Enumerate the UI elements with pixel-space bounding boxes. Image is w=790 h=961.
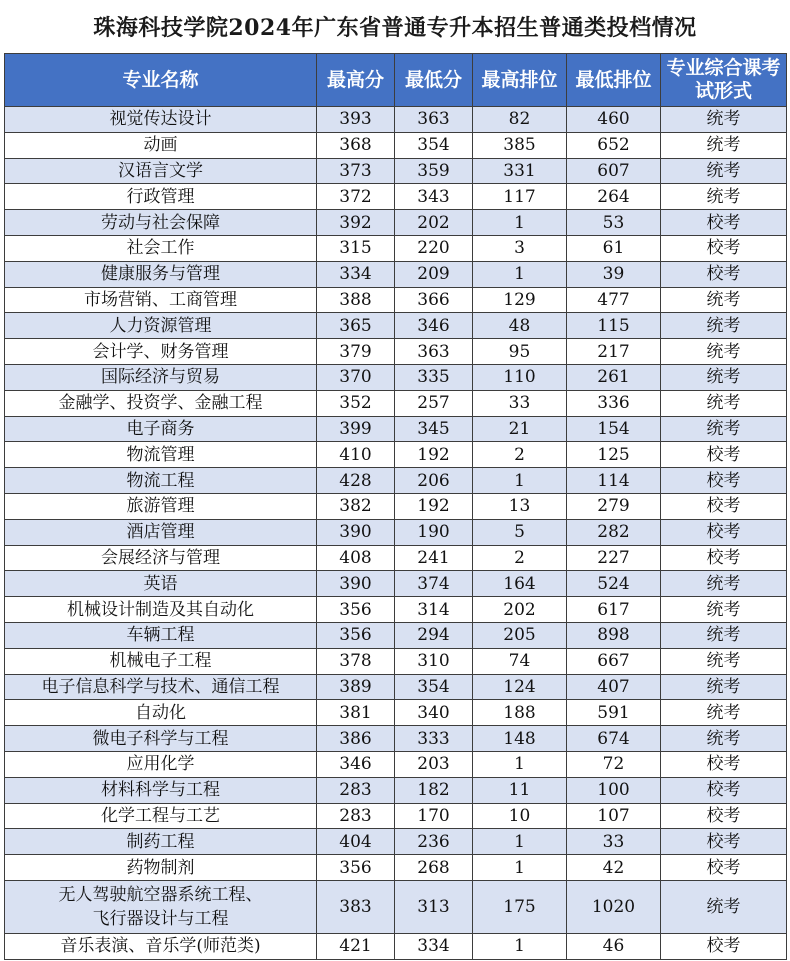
cell-max-rank: 124: [473, 674, 567, 700]
cell-min-rank: 227: [567, 545, 661, 571]
cell-min-score: 268: [395, 855, 473, 881]
table-row: [5, 364, 787, 390]
cell-min-score: 354: [395, 132, 473, 158]
cell-min-score: 182: [395, 777, 473, 803]
cell-major: 会计学、财务管理: [5, 339, 317, 365]
cell-min-score: 346: [395, 313, 473, 339]
cell-major: [5, 880, 317, 933]
cell-exam-form: 统考: [661, 726, 787, 752]
table-row: [5, 442, 787, 468]
table-row: [5, 210, 787, 236]
cell-max-rank: 117: [473, 184, 567, 210]
cell-min-rank: 607: [567, 158, 661, 184]
cell-min-score: 203: [395, 751, 473, 777]
table-row: [5, 674, 787, 700]
cell-min-rank: 217: [567, 339, 661, 365]
cell-min-rank: 477: [567, 287, 661, 313]
cell-min-score: 374: [395, 571, 473, 597]
cell-max-score: 315: [317, 235, 395, 261]
cell-max-rank: 1: [473, 829, 567, 855]
cell-exam-form: 统考: [661, 107, 787, 133]
cell-max-score: 373: [317, 158, 395, 184]
header-major: 专业名称: [5, 54, 317, 107]
cell-min-rank: 898: [567, 622, 661, 648]
cell-min-score: 310: [395, 648, 473, 674]
table-row: [5, 468, 787, 494]
cell-min-score: 241: [395, 545, 473, 571]
cell-max-score: 404: [317, 829, 395, 855]
table-row: [5, 803, 787, 829]
cell-min-rank: 53: [567, 210, 661, 236]
cell-max-score: 352: [317, 390, 395, 416]
cell-major: 应用化学: [5, 751, 317, 777]
cell-min-rank: 1020: [567, 880, 661, 933]
cell-exam-form: 统考: [661, 674, 787, 700]
cell-max-rank: 33: [473, 390, 567, 416]
cell-min-score: 340: [395, 700, 473, 726]
table-row: [5, 829, 787, 855]
cell-max-rank: 2: [473, 545, 567, 571]
cell-exam-form: 统考: [661, 648, 787, 674]
cell-min-score: 190: [395, 519, 473, 545]
cell-max-rank: 82: [473, 107, 567, 133]
cell-exam-form: 校考: [661, 933, 787, 959]
cell-min-rank: 115: [567, 313, 661, 339]
header-max-score: 最高分: [317, 54, 395, 107]
cell-exam-form: 校考: [661, 468, 787, 494]
cell-max-score: 372: [317, 184, 395, 210]
header-max-rank: 最高排位: [473, 54, 567, 107]
cell-min-score: 366: [395, 287, 473, 313]
cell-major: 国际经济与贸易: [5, 364, 317, 390]
cell-major: 汉语言文学: [5, 158, 317, 184]
cell-max-rank: 175: [473, 880, 567, 933]
cell-exam-form: 校考: [661, 235, 787, 261]
cell-max-score: 382: [317, 493, 395, 519]
cell-min-score: 192: [395, 493, 473, 519]
cell-min-score: 314: [395, 597, 473, 623]
cell-major: 物流管理: [5, 442, 317, 468]
cell-major: 音乐表演、音乐学(师范类): [5, 933, 317, 959]
cell-exam-form: 校考: [661, 829, 787, 855]
cell-min-rank: 261: [567, 364, 661, 390]
cell-exam-form: 校考: [661, 442, 787, 468]
cell-min-rank: 336: [567, 390, 661, 416]
cell-major: 英语: [5, 571, 317, 597]
cell-min-rank: 42: [567, 855, 661, 881]
cell-min-rank: 407: [567, 674, 661, 700]
cell-min-score: 236: [395, 829, 473, 855]
cell-min-rank: 282: [567, 519, 661, 545]
cell-major-line: 无人驾驶航空器系统工程、: [58, 884, 263, 905]
cell-max-rank: 1: [473, 751, 567, 777]
table-row: [5, 571, 787, 597]
cell-max-rank: 1: [473, 210, 567, 236]
cell-major: 电子商务: [5, 416, 317, 442]
cell-min-score: 170: [395, 803, 473, 829]
cell-min-rank: 617: [567, 597, 661, 623]
cell-max-score: 365: [317, 313, 395, 339]
cell-exam-form: 统考: [661, 364, 787, 390]
cell-max-rank: 2: [473, 442, 567, 468]
cell-major: 车辆工程: [5, 622, 317, 648]
cell-min-score: 220: [395, 235, 473, 261]
header-exam-form: 专业综合课考试形式: [661, 54, 787, 107]
cell-exam-form: 校考: [661, 855, 787, 881]
table-row: [5, 726, 787, 752]
cell-max-score: 390: [317, 519, 395, 545]
cell-min-score: 192: [395, 442, 473, 468]
table-row: [5, 313, 787, 339]
cell-max-rank: 1: [473, 933, 567, 959]
cell-max-rank: 5: [473, 519, 567, 545]
cell-exam-form: 统考: [661, 184, 787, 210]
cell-max-rank: 1: [473, 261, 567, 287]
cell-exam-form: 校考: [661, 493, 787, 519]
cell-max-rank: 205: [473, 622, 567, 648]
cell-major: 自动化: [5, 700, 317, 726]
cell-min-rank: 107: [567, 803, 661, 829]
cell-exam-form: 校考: [661, 261, 787, 287]
cell-min-score: 313: [395, 880, 473, 933]
cell-exam-form: 统考: [661, 313, 787, 339]
cell-max-score: 368: [317, 132, 395, 158]
cell-min-rank: 264: [567, 184, 661, 210]
cell-max-rank: 74: [473, 648, 567, 674]
cell-max-rank: 3: [473, 235, 567, 261]
table-row: [5, 184, 787, 210]
cell-max-score: 381: [317, 700, 395, 726]
cell-major: 微电子科学与工程: [5, 726, 317, 752]
cell-min-rank: 114: [567, 468, 661, 494]
table-row: [5, 880, 787, 933]
table-row: [5, 339, 787, 365]
cell-max-score: 383: [317, 880, 395, 933]
cell-min-rank: 279: [567, 493, 661, 519]
cell-exam-form: 统考: [661, 622, 787, 648]
cell-max-score: 393: [317, 107, 395, 133]
cell-max-rank: 1: [473, 855, 567, 881]
cell-exam-form: 校考: [661, 777, 787, 803]
cell-major: 电子信息科学与技术、通信工程: [5, 674, 317, 700]
cell-min-rank: 100: [567, 777, 661, 803]
cell-max-score: 428: [317, 468, 395, 494]
cell-min-score: 343: [395, 184, 473, 210]
table-row: [5, 855, 787, 881]
cell-max-score: 356: [317, 597, 395, 623]
table-row: [5, 519, 787, 545]
cell-major: 药物制剂: [5, 855, 317, 881]
cell-min-rank: 667: [567, 648, 661, 674]
cell-major: 动画: [5, 132, 317, 158]
cell-max-score: 379: [317, 339, 395, 365]
table-row: [5, 597, 787, 623]
table-row: [5, 622, 787, 648]
cell-max-score: 386: [317, 726, 395, 752]
cell-exam-form: 统考: [661, 287, 787, 313]
cell-max-score: 356: [317, 622, 395, 648]
table-row: [5, 700, 787, 726]
cell-major: 行政管理: [5, 184, 317, 210]
cell-major: 化学工程与工艺: [5, 803, 317, 829]
cell-exam-form: 统考: [661, 132, 787, 158]
cell-major: 社会工作: [5, 235, 317, 261]
table-row: [5, 287, 787, 313]
table-body: [5, 107, 787, 960]
table-row: [5, 493, 787, 519]
cell-max-score: 392: [317, 210, 395, 236]
table-row: [5, 261, 787, 287]
header-min-rank: 最低排位: [567, 54, 661, 107]
cell-min-rank: 72: [567, 751, 661, 777]
cell-max-rank: 202: [473, 597, 567, 623]
table-row: [5, 648, 787, 674]
cell-max-score: 334: [317, 261, 395, 287]
cell-exam-form: 校考: [661, 519, 787, 545]
cell-major: 旅游管理: [5, 493, 317, 519]
cell-max-rank: 21: [473, 416, 567, 442]
cell-max-rank: 48: [473, 313, 567, 339]
cell-min-rank: 61: [567, 235, 661, 261]
cell-min-rank: 460: [567, 107, 661, 133]
cell-min-score: 359: [395, 158, 473, 184]
admission-table: [4, 53, 787, 960]
cell-exam-form: 统考: [661, 880, 787, 933]
cell-exam-form: 统考: [661, 571, 787, 597]
cell-max-score: 410: [317, 442, 395, 468]
cell-min-score: 206: [395, 468, 473, 494]
cell-max-rank: 148: [473, 726, 567, 752]
cell-min-score: 333: [395, 726, 473, 752]
cell-major: 人力资源管理: [5, 313, 317, 339]
cell-exam-form: 统考: [661, 339, 787, 365]
cell-min-score: 257: [395, 390, 473, 416]
cell-min-rank: 46: [567, 933, 661, 959]
cell-min-rank: 674: [567, 726, 661, 752]
cell-max-rank: 1: [473, 468, 567, 494]
cell-min-rank: 652: [567, 132, 661, 158]
cell-major: 市场营销、工商管理: [5, 287, 317, 313]
cell-major: 视觉传达设计: [5, 107, 317, 133]
table-row: [5, 235, 787, 261]
cell-max-score: 283: [317, 777, 395, 803]
cell-max-rank: 95: [473, 339, 567, 365]
table-row: [5, 132, 787, 158]
header-min-score: 最低分: [395, 54, 473, 107]
cell-exam-form: 校考: [661, 803, 787, 829]
cell-max-score: 390: [317, 571, 395, 597]
cell-max-score: 370: [317, 364, 395, 390]
cell-max-rank: 10: [473, 803, 567, 829]
cell-min-score: 363: [395, 339, 473, 365]
cell-major: 酒店管理: [5, 519, 317, 545]
cell-exam-form: 统考: [661, 390, 787, 416]
table-row: [5, 416, 787, 442]
cell-min-rank: 39: [567, 261, 661, 287]
cell-major: 劳动与社会保障: [5, 210, 317, 236]
cell-exam-form: 校考: [661, 210, 787, 236]
cell-max-score: 378: [317, 648, 395, 674]
table-row: [5, 751, 787, 777]
cell-exam-form: 校考: [661, 751, 787, 777]
cell-max-rank: 11: [473, 777, 567, 803]
table-row: [5, 777, 787, 803]
cell-major: 健康服务与管理: [5, 261, 317, 287]
cell-major: 机械设计制造及其自动化: [5, 597, 317, 623]
cell-min-rank: 524: [567, 571, 661, 597]
table-row: [5, 933, 787, 959]
cell-max-rank: 13: [473, 493, 567, 519]
cell-max-score: 283: [317, 803, 395, 829]
cell-min-score: 209: [395, 261, 473, 287]
cell-exam-form: 统考: [661, 597, 787, 623]
cell-max-rank: 164: [473, 571, 567, 597]
table-row: [5, 107, 787, 133]
cell-min-score: 345: [395, 416, 473, 442]
cell-min-rank: 154: [567, 416, 661, 442]
cell-exam-form: 统考: [661, 416, 787, 442]
cell-max-rank: 129: [473, 287, 567, 313]
cell-exam-form: 校考: [661, 545, 787, 571]
cell-min-score: 334: [395, 933, 473, 959]
cell-exam-form: 统考: [661, 158, 787, 184]
cell-max-score: 408: [317, 545, 395, 571]
cell-max-score: 388: [317, 287, 395, 313]
cell-min-rank: 33: [567, 829, 661, 855]
cell-major: 物流工程: [5, 468, 317, 494]
cell-min-rank: 591: [567, 700, 661, 726]
cell-max-rank: 110: [473, 364, 567, 390]
cell-major: 会展经济与管理: [5, 545, 317, 571]
cell-min-score: 335: [395, 364, 473, 390]
cell-major: 制药工程: [5, 829, 317, 855]
cell-major: 材料科学与工程: [5, 777, 317, 803]
cell-min-score: 363: [395, 107, 473, 133]
cell-min-rank: 125: [567, 442, 661, 468]
document-title: 珠海科技学院2024年广东省普通专升本招生普通类投档情况: [93, 14, 697, 41]
cell-max-score: 389: [317, 674, 395, 700]
cell-max-rank: 188: [473, 700, 567, 726]
cell-exam-form: 统考: [661, 700, 787, 726]
cell-max-rank: 385: [473, 132, 567, 158]
cell-min-score: 202: [395, 210, 473, 236]
header-row: [5, 54, 787, 107]
table-row: [5, 390, 787, 416]
cell-major: 金融学、投资学、金融工程: [5, 390, 317, 416]
cell-min-score: 354: [395, 674, 473, 700]
cell-max-score: 399: [317, 416, 395, 442]
cell-min-score: 294: [395, 622, 473, 648]
cell-major: 机械电子工程: [5, 648, 317, 674]
cell-max-rank: 331: [473, 158, 567, 184]
table-row: [5, 158, 787, 184]
cell-major-line: 飞行器设计与工程: [92, 908, 229, 929]
table-row: [5, 545, 787, 571]
cell-max-score: 421: [317, 933, 395, 959]
cell-max-score: 356: [317, 855, 395, 881]
cell-max-score: 346: [317, 751, 395, 777]
